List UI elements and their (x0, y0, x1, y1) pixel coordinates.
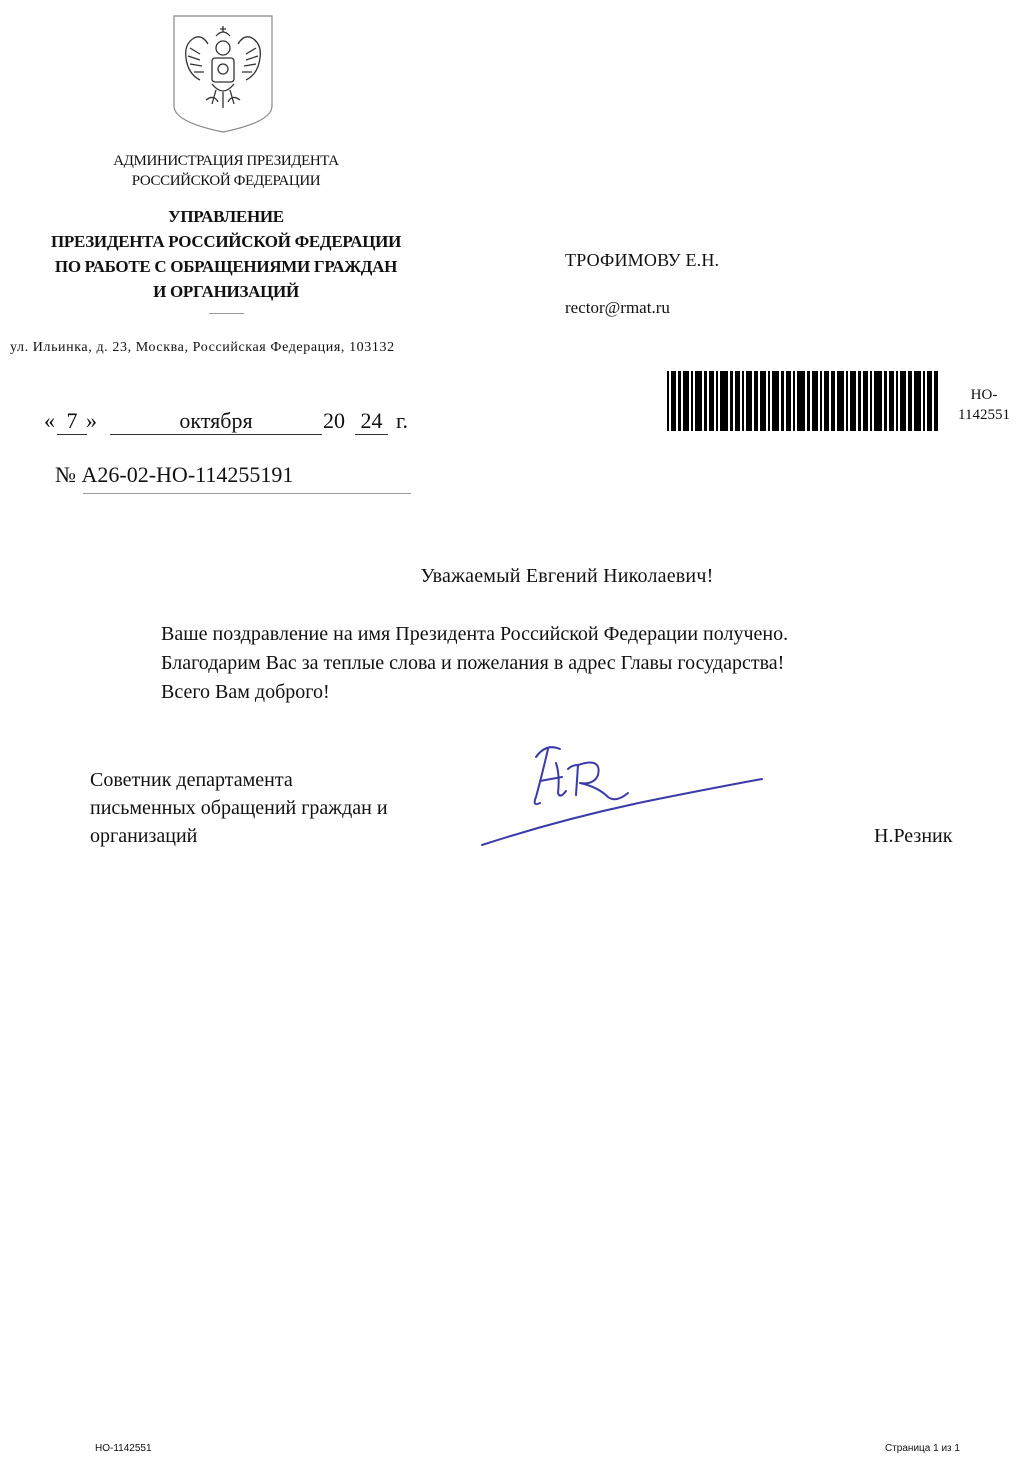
barcode-label-line2: 1142551 (958, 407, 1010, 423)
date-day: 7 (57, 408, 87, 435)
state-emblem-icon (172, 14, 274, 134)
signer-position-line1: Советник департамента (90, 769, 293, 791)
footer-page-number: Страница 1 из 1 (885, 1443, 960, 1454)
department-title-line4: И ОРГАНИЗАЦИЙ (153, 282, 299, 301)
date-month: октября (110, 408, 322, 435)
date-open-quote: « (44, 408, 55, 433)
department-divider (209, 313, 244, 314)
department-title-line3: ПО РАБОТЕ С ОБРАЩЕНИЯМИ ГРАЖДАН (54, 257, 398, 276)
barcode-icon (667, 371, 938, 431)
barcode-label-line1: НО- (970, 387, 998, 403)
signer-position-line2: письменных обращений граждан и (90, 797, 388, 819)
footer-document-id: НО-1142551 (95, 1443, 152, 1454)
barcode-label (948, 385, 1020, 425)
letter-body-line3: Всего Вам доброго! (161, 681, 330, 703)
date-year-unit: г. (396, 408, 409, 433)
department-title-line2: ПРЕЗИДЕНТА РОССИЙСКОЙ ФЕДЕРАЦИИ (50, 232, 402, 251)
letter-body-line1: Ваше поздравление на имя Президента Российской Федерации получено. (161, 623, 789, 645)
recipient-name: ТРОФИМОВУ Е.Н. (565, 250, 720, 270)
date-close-quote: » (86, 408, 97, 433)
signer-position-line3: организаций (90, 825, 198, 847)
administration-title-line2: РОССИЙСКОЙ ФЕДЕРАЦИИ (131, 173, 321, 189)
administration-title-line1: АДМИНИСТРАЦИЯ ПРЕЗИДЕНТА (113, 153, 339, 169)
letter-greeting: Уважаемый Евгений Николаевич! (420, 565, 714, 587)
sender-address: ул. Ильинка, д. 23, Москва, Российская Федерация, 103132 (10, 340, 395, 355)
signer-name: Н.Резник (874, 825, 953, 847)
recipient-email: rector@rmat.ru (565, 298, 670, 317)
registration-number-line (55, 462, 293, 488)
department-title-line1: УПРАВЛЕНИЕ (168, 207, 284, 226)
handwritten-signature (478, 735, 768, 855)
date-year-suffix: 24 (355, 408, 388, 435)
letter-body-line2: Благодарим Вас за теплые слова и пожелания в адрес Главы государства! (161, 652, 785, 674)
date-year-prefix: 20 (323, 408, 345, 433)
registration-underline (83, 493, 411, 494)
number-sign: № (55, 462, 76, 487)
registration-number: А26-02-НО-114255191 (81, 462, 294, 487)
